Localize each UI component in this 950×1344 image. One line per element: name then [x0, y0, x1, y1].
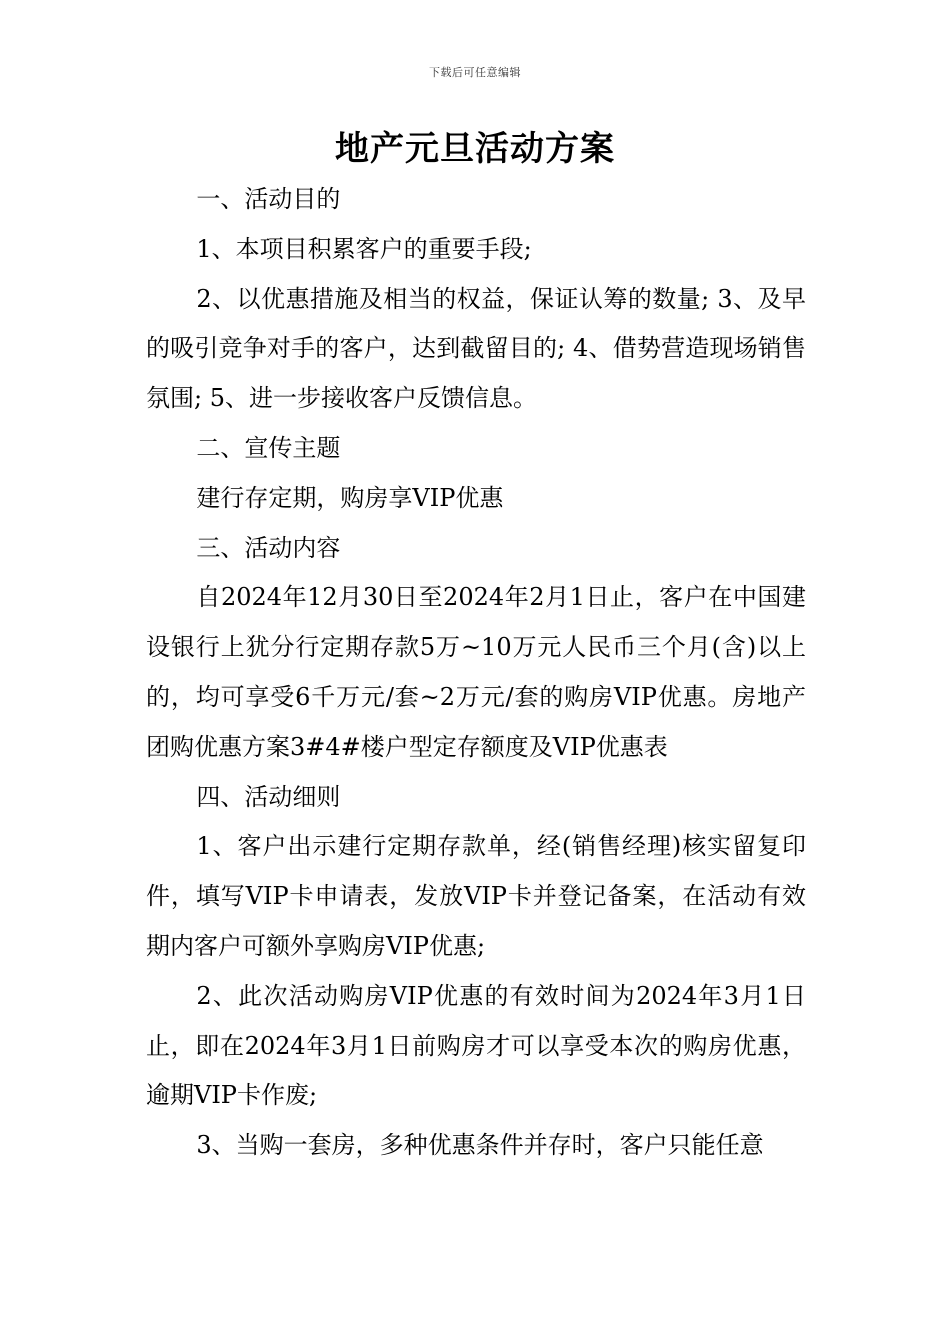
- paragraph: 2、以优惠措施及相当的权益，保证认筹的数量; 3、及早的吸引竞争对手的客户，达到截留目的; 4、借势营造现场销售氛围; 5、进一步接收客户反馈信息。: [146, 284, 806, 413]
- paragraph: 2、此次活动购房VIP优惠的有效时间为2024年3月1日止，即在2024年3月1日前购房才可以享受本次的购房优惠，逾期VIP卡作废;: [146, 981, 806, 1110]
- paragraph: 1、客户出示建行定期存款单，经(销售经理)核实留复印件，填写VIP卡申请表，发放VIP卡并登记备案，在活动有效期内客户可额外享购房VIP优惠;: [146, 832, 806, 960]
- section-heading-rules: 四、活动细则: [196, 782, 341, 811]
- paragraph: 建行存定期，购房享VIP优惠: [196, 483, 504, 512]
- paragraph: 1、本项目积累客户的重要手段;: [196, 234, 532, 263]
- paragraph: 3、当购一套房，多种优惠条件并存时，客户只能任意: [196, 1131, 764, 1160]
- page-header-note: 下载后可任意编辑: [429, 66, 521, 79]
- section-heading-content: 三、活动内容: [196, 533, 341, 562]
- section-heading-theme: 二、宣传主题: [196, 433, 341, 462]
- section-heading-purpose: 一、活动目的: [196, 185, 341, 213]
- document-body: [146, 175, 806, 1171]
- document-title: 地产元旦活动方案: [335, 129, 615, 169]
- paragraph: 自2024年12月30日至2024年2月1日止，客户在中国建设银行上犹分行定期存款5万~10万元人民币三个月(含)以上的，均可享受6千万元/套~2万元/套的购房VIP优惠。房地产团购优惠方案3#4#楼户型定存额度及VIP优惠表: [146, 583, 806, 761]
